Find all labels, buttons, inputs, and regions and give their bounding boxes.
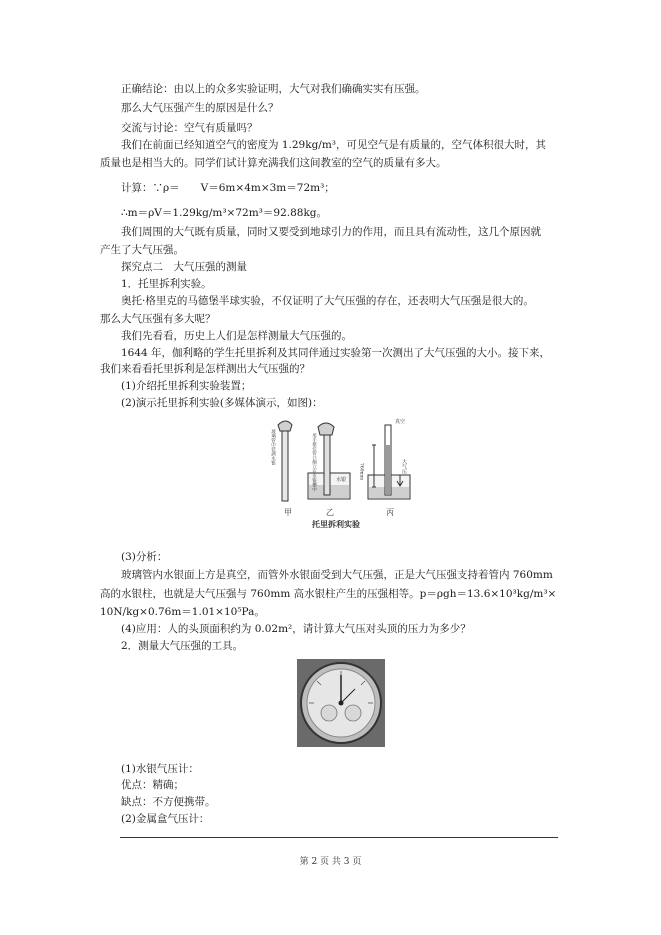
- height-label: 760mm: [358, 463, 364, 481]
- footer-divider: [120, 837, 558, 838]
- text-line: 我们在前面已经知道空气的密度为 1.29kg/m³，可见空气是有质量的，空气体积很大时，其: [121, 139, 547, 151]
- text-line: (1)水银气压计：: [121, 763, 199, 775]
- figure-note-2: 用手堵住管口倒立在水银槽中: [311, 433, 317, 492]
- vacuum-label: 真空: [395, 419, 406, 425]
- text-line: 2．测量大气压强的工具。: [121, 640, 244, 652]
- text-line: 质量也是相当大的。同学们试计算充满我们这间教室的空气的质量有多大。: [100, 157, 447, 169]
- text-line: (4)应用：人的头顶面积约为 0.02m²，请计算大气压对头顶的压力为多少？: [121, 623, 471, 635]
- text-line: 我们周围的大气既有质量，同时又要受到地球引力的作用，而且具有流动性，这几个原因就: [121, 226, 541, 238]
- figure-caption: 托里拆利实验: [312, 519, 360, 529]
- text-line: 交流与讨论：空气有质量吗？: [121, 122, 258, 134]
- torricelli-experiment-figure: [262, 415, 418, 529]
- text-line: (2)金属盒气压计：: [121, 813, 210, 825]
- text-line: (2)演示托里拆利实验(多媒体演示，如图)：: [121, 397, 323, 409]
- text-line: 高的水银柱，也就是大气压强与 760mm 高水银柱产生的压强相等。p＝ρgh＝13.6×10³kg/m³×: [100, 588, 557, 600]
- text-line: 1644 年，伽利略的学生托里拆利及其同伴通过实验第一次测出了大气压强的大小。接下来，: [121, 347, 551, 359]
- text-line: 我们来看看托里拆利是怎样测出大气压强的？: [100, 363, 310, 375]
- text-line: ∴m＝ρV＝1.29kg/m³×72m³＝92.88kg。: [121, 207, 328, 219]
- text-line: 缺点：不方便携带。: [121, 796, 216, 808]
- text-line: 优点：精确；: [121, 779, 184, 791]
- label-bing: 丙: [386, 508, 394, 517]
- label-yi: 乙: [326, 508, 334, 517]
- text-line: 10N/kg×0.76m＝1.01×10⁵Pa。: [100, 606, 265, 618]
- text-line: 我们先看看，历史上人们是怎样测量大气压强的。: [121, 330, 352, 342]
- figure-note-1: 玻璃管中装满水银: [270, 429, 276, 465]
- pressure-label: 大气压: [401, 459, 407, 474]
- text-line: 奥托·格里克的马德堡半球实验，不仅证明了大气压强的存在，还表明大气压强是很大的。: [121, 295, 534, 307]
- text-line: 玻璃管内水银面上方是真空，而管外水银面受到大气压强，正是大气压强支持着管内 760mm: [121, 569, 553, 581]
- text-line: 探究点二 大气压强的测量: [121, 261, 247, 273]
- barometer-photo: [297, 659, 385, 747]
- text-line: 计算：∵ρ＝ V＝6m×4m×3m＝72m³；: [121, 182, 335, 194]
- text-line: 1．托里拆利实验。: [121, 278, 212, 290]
- text-line: 那么大气压强有多大呢？: [100, 313, 216, 325]
- text-line: (1)介绍托里拆利实验装置；: [121, 380, 252, 392]
- text-line: 那么大气压强产生的原因是什么？: [121, 102, 279, 114]
- mercury-label: 水银: [336, 477, 347, 483]
- text-line: 产生了大气压强。: [100, 244, 184, 256]
- text-line: 正确结论：由以上的众多实验证明，大气对我们确确实实有压强。: [121, 83, 426, 95]
- text-line: (3)分析：: [121, 551, 168, 563]
- page-footer: 第 2 页 共 3 页: [299, 857, 362, 867]
- label-jia: 甲: [284, 508, 292, 517]
